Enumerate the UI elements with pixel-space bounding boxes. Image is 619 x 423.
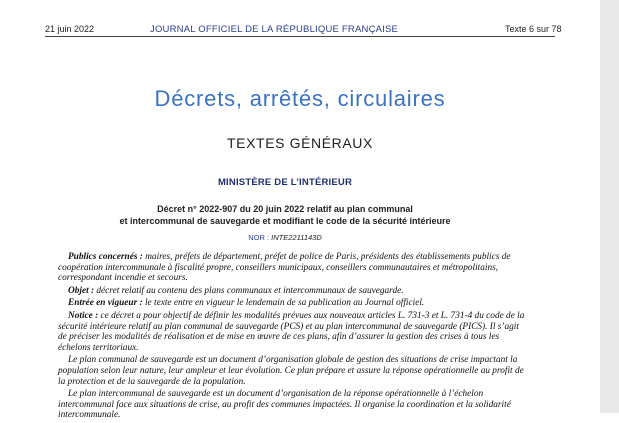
decree-body — [58, 252, 528, 423]
entree-label: Entrée en vigueur : — [68, 298, 143, 309]
entree-text: le texte entre en vigueur le lendemain de sa publication au Journal officiel. — [142, 298, 425, 309]
objet-label: Objet : — [68, 285, 95, 296]
pcs-paragraph: Le plan communal de sauvegarde est un document d’organisation globale de gestion des situations de crise impactant la population selon leur nature, leur ampleur et leur évolution. Ce plan prépare et assure la réponse opérationnelle au profit de la protection et de la sauvegarde de la population. — [58, 355, 524, 387]
decree-title-line1: Décret n° 2022-907 du 20 juin 2022 relatif au plan communal — [157, 204, 413, 214]
decree-title-line2: et intercommunal de sauvegarde et modifiant le code de la sécurité intérieure — [119, 216, 451, 226]
notice-paragraph — [58, 311, 528, 353]
header-journal-title: JOURNAL OFFICIEL DE LA RÉPUBLIQUE FRANÇAISE — [150, 24, 399, 35]
section-subtitle: TEXTES GÉNÉRAUX — [227, 135, 373, 151]
publics-text: maires, préfets de département, préfet de police de Paris, présidents des établissements publics de coopération intercommunale à fiscalité propre, conseillers municipaux, conseillers communautaires et métropolitains, correspondant incendie et secours. — [58, 252, 511, 284]
viewer-right-margin — [600, 0, 619, 413]
objet-text: décret relatif au contenu des plans communaux et intercommunaux de sauvegarde. — [94, 285, 404, 296]
pics-paragraph: Le plan intercommunal de sauvegarde est un document d’organisation de la réponse opérationnelle à l’échelon intercommunal face aux situations de crise, au profit des communes impactées. Il organise la coordination et la solidarité intercommunale. — [58, 389, 511, 421]
section-title: Décrets, arrêtés, circulaires — [154, 86, 446, 111]
entree-paragraph — [58, 298, 528, 309]
objet-paragraph — [58, 286, 528, 297]
ministry-name: MINISTÈRE DE L’INTÉRIEUR — [217, 177, 353, 188]
nor-code: INTE2211143D — [271, 233, 322, 242]
publics-label: Publics concernés : — [68, 252, 143, 262]
nor-label: NOR : — [248, 233, 270, 242]
publics-paragraph — [58, 252, 528, 284]
header-text-number: Texte 6 sur 78 — [505, 24, 562, 34]
notice-text: ce décret a pour objectif de définir les modalités prévues aux nouveaux articles L. 731-3 et L. 731-4 du code de la sécurité intérieure relatif au plan communal de sauvegarde (PCS) et au plan intercommunal de sauvegarde (PICS). Il s’agit de préciser les modalités de réalisation et de mise en œuvre de ces plans, afin d’assurer la gestion des crises à tous les échelons territoriaux. — [58, 310, 525, 353]
header-date: 21 juin 2022 — [45, 24, 95, 34]
nor-reference — [0, 233, 570, 242]
notice-label: Notice : — [68, 310, 99, 321]
decree-title — [0, 203, 570, 227]
header-divider — [45, 36, 555, 37]
